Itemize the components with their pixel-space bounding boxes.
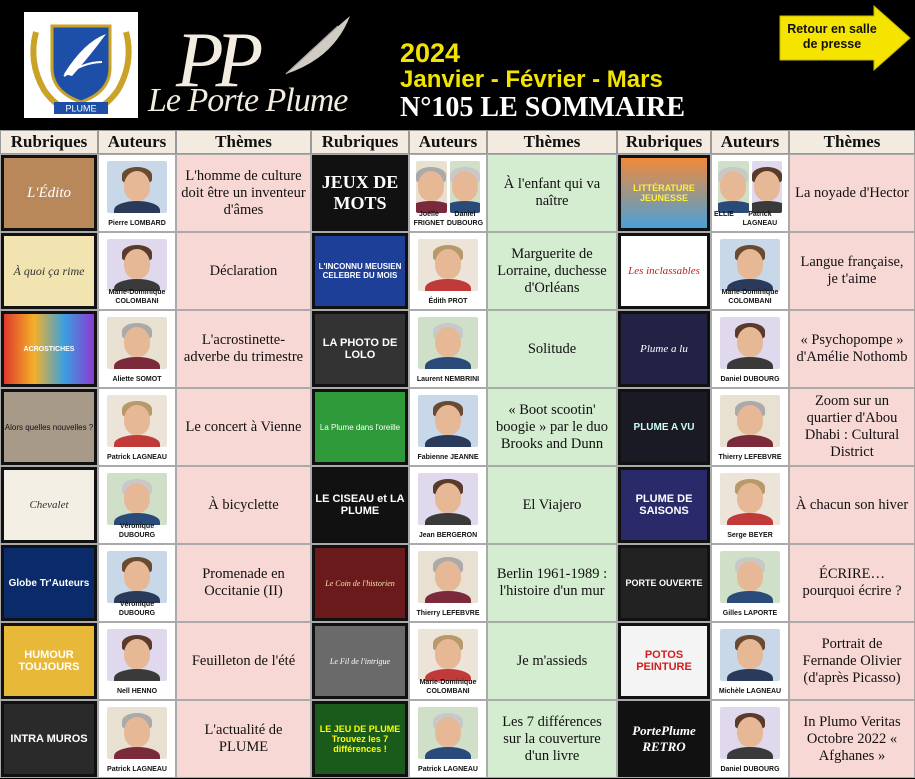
author-name: Aliette SOMOT bbox=[112, 375, 162, 383]
author-name: Daniel DUBOURG bbox=[720, 765, 780, 773]
theme-cell[interactable]: Solitude bbox=[487, 310, 617, 388]
author-photo bbox=[720, 629, 780, 681]
author-cell bbox=[98, 388, 176, 466]
quill-icon bbox=[4, 236, 94, 306]
year: 2024 bbox=[400, 38, 461, 68]
theme-cell[interactable]: À chacun son hiver bbox=[789, 466, 915, 544]
rainbow-icon bbox=[4, 314, 94, 384]
author-name: Patrick LAGNEAU bbox=[418, 765, 478, 773]
brand-logo bbox=[148, 16, 388, 124]
author-cell bbox=[409, 544, 487, 622]
theme-cell[interactable]: L'homme de culture doit être un inventeur d'âmes bbox=[176, 154, 311, 232]
author-names bbox=[714, 766, 786, 775]
street-scene-icon bbox=[4, 392, 94, 462]
author-names bbox=[714, 376, 786, 385]
author-photo bbox=[720, 707, 780, 759]
rubrique-cell[interactable] bbox=[0, 154, 98, 232]
rubrique-label: À quoi ça rime bbox=[13, 263, 85, 278]
author-cell bbox=[711, 232, 789, 310]
author-cell bbox=[711, 544, 789, 622]
rubrique-cell[interactable] bbox=[617, 700, 711, 778]
return-to-press-room-button[interactable] bbox=[778, 4, 912, 72]
eye-icon bbox=[621, 392, 707, 462]
author-name: Daniel DUBOURG bbox=[446, 211, 484, 227]
rubrique-cell[interactable] bbox=[311, 544, 409, 622]
brand-initials: PP bbox=[176, 16, 256, 103]
theme-cell[interactable]: Promenade en Occitanie (II) bbox=[176, 544, 311, 622]
author-photo bbox=[107, 395, 167, 447]
rubrique-label: Les inclassables bbox=[628, 265, 700, 277]
rubrique-cell[interactable] bbox=[0, 388, 98, 466]
rubrique-label: L'Édito bbox=[26, 184, 72, 201]
rubrique-cell[interactable] bbox=[617, 466, 711, 544]
open-door-icon bbox=[621, 548, 707, 618]
author-cell bbox=[98, 466, 176, 544]
theme-cell[interactable]: L'acrostinette-adverbe du trimestre bbox=[176, 310, 311, 388]
rubrique-cell[interactable] bbox=[311, 388, 409, 466]
author-name: Nell HENNO bbox=[116, 687, 158, 695]
column-header-auteurs: Auteurs bbox=[409, 130, 487, 154]
theme-cell[interactable]: Je m'assieds bbox=[487, 622, 617, 700]
easel-icon bbox=[4, 470, 94, 540]
author-name: Édith PROT bbox=[428, 297, 468, 305]
theme-cell[interactable]: Portrait de Fernande Olivier (d'après Picasso) bbox=[789, 622, 915, 700]
street-sign-icon bbox=[315, 236, 405, 306]
author-photo bbox=[418, 395, 478, 447]
author-photo bbox=[107, 473, 167, 525]
author-name: Michèle LAGNEAU bbox=[718, 687, 782, 695]
author-names bbox=[101, 376, 173, 385]
author-cell bbox=[98, 310, 176, 388]
author-names bbox=[101, 601, 173, 618]
author-cell bbox=[711, 388, 789, 466]
author-name: Marie-Dominique COLOMBANI bbox=[419, 679, 477, 695]
rubrique-label: POTOS PEINTURE bbox=[636, 649, 692, 673]
rubrique-label: Le Fil de l'intrigue bbox=[329, 656, 391, 666]
globe-icon bbox=[4, 548, 94, 618]
author-names bbox=[714, 688, 786, 697]
author-names bbox=[714, 211, 786, 228]
author-photo bbox=[107, 551, 167, 603]
author-name: Véronique DUBOURG bbox=[118, 523, 156, 539]
rubrique-cell[interactable] bbox=[311, 310, 409, 388]
author-names bbox=[101, 523, 173, 540]
rubrique-cell[interactable] bbox=[0, 310, 98, 388]
theme-cell[interactable]: « Boot scootin' boogie » par le duo Brooks and Dunn bbox=[487, 388, 617, 466]
column-header-rubriques: Rubriques bbox=[0, 130, 98, 154]
svg-text:PLUME: PLUME bbox=[65, 103, 97, 114]
author-photo bbox=[720, 239, 780, 291]
author-name: Patrick LAGNEAU bbox=[107, 453, 167, 461]
header bbox=[0, 0, 915, 128]
author-cell bbox=[98, 232, 176, 310]
author-cell bbox=[409, 700, 487, 778]
author-names bbox=[412, 679, 484, 696]
author-name: Marie-Dominique COLOMBANI bbox=[721, 289, 779, 305]
theme-cell[interactable]: Zoom sur un quartier d'Abou Dhabi : Cultural District bbox=[789, 388, 915, 466]
author-photo bbox=[418, 473, 478, 525]
youth-literature-icon bbox=[621, 158, 707, 228]
return-label: Retour en salle de presse bbox=[787, 22, 877, 51]
question-mark-icon bbox=[621, 236, 707, 306]
author-photo bbox=[107, 629, 167, 681]
theme-cell[interactable]: « Psychopompe » d'Amélie Nothomb bbox=[789, 310, 915, 388]
rubrique-cell[interactable] bbox=[617, 310, 711, 388]
column-header-thèmes: Thèmes bbox=[176, 130, 311, 154]
laughing-face-icon bbox=[4, 626, 94, 696]
rubrique-cell[interactable] bbox=[311, 700, 409, 778]
author-cell bbox=[711, 622, 789, 700]
rubrique-cell[interactable] bbox=[617, 154, 711, 232]
author-names bbox=[412, 454, 484, 463]
rubrique-cell[interactable] bbox=[0, 700, 98, 778]
author-names bbox=[412, 610, 484, 619]
retro-icon bbox=[621, 704, 707, 774]
wooden-door-icon bbox=[315, 626, 405, 696]
rubrique-cell[interactable] bbox=[617, 622, 711, 700]
theme-cell[interactable]: Les 7 différences sur la couverture d'un livre bbox=[487, 700, 617, 778]
rubrique-label: Globe Tr'Auteurs bbox=[8, 577, 90, 589]
rubrique-label: Le Coin de l'historien bbox=[325, 578, 395, 588]
rubrique-label: PLUME A VU bbox=[633, 421, 695, 433]
plume-logo bbox=[24, 12, 138, 118]
author-photo bbox=[418, 707, 478, 759]
author-names bbox=[101, 766, 173, 775]
author-names bbox=[412, 532, 484, 541]
author-cell bbox=[409, 622, 487, 700]
ear-icon bbox=[315, 392, 405, 462]
rubrique-label: L'INCONNU MEUSIEN CELEBRE DU MOIS bbox=[318, 262, 402, 280]
rubrique-label: LE JEU DE PLUME Trouvez les 7 différences ! bbox=[319, 724, 401, 754]
author-cell bbox=[409, 388, 487, 466]
rubrique-label: LA PHOTO DE LOLO bbox=[322, 337, 398, 361]
column-header-thèmes: Thèmes bbox=[789, 130, 915, 154]
column-header-thèmes: Thèmes bbox=[487, 130, 617, 154]
column-header-rubriques: Rubriques bbox=[311, 130, 409, 154]
author-photo bbox=[418, 239, 478, 291]
rubrique-label: JEUX DE MOTS bbox=[321, 172, 399, 213]
feather-icon bbox=[278, 12, 358, 82]
rubrique-cell[interactable] bbox=[311, 154, 409, 232]
author-photo bbox=[416, 161, 447, 213]
author-name: Serge BEYER bbox=[727, 531, 773, 539]
author-photo bbox=[752, 161, 783, 213]
theme-cell[interactable]: El Viajero bbox=[487, 466, 617, 544]
rubrique-cell[interactable] bbox=[617, 388, 711, 466]
author-names bbox=[412, 376, 484, 385]
theme-cell[interactable]: In Plumo Veritas Octobre 2022 « Afghanes » bbox=[789, 700, 915, 778]
rubrique-cell[interactable] bbox=[311, 466, 409, 544]
author-photo bbox=[720, 317, 780, 369]
author-names bbox=[714, 610, 786, 619]
theme-cell[interactable]: Le concert à Vienne bbox=[176, 388, 311, 466]
rubrique-cell[interactable] bbox=[0, 466, 98, 544]
scissors-icon bbox=[315, 470, 405, 540]
theme-cell[interactable]: Déclaration bbox=[176, 232, 311, 310]
author-cell bbox=[711, 310, 789, 388]
camera-lens-icon bbox=[315, 314, 405, 384]
author-photo bbox=[720, 395, 780, 447]
rubrique-label: LE CISEAU et LA PLUME bbox=[315, 493, 405, 517]
author-photo bbox=[450, 161, 481, 213]
rubrique-label: PLUME DE SAISONS bbox=[635, 493, 693, 517]
author-photo bbox=[107, 161, 167, 213]
author-names bbox=[101, 289, 173, 306]
rubrique-label: Plume a lu bbox=[640, 343, 688, 355]
rubrique-label: PortePlume RETRO bbox=[632, 723, 696, 754]
author-names bbox=[101, 454, 173, 463]
issue-title: N°105 LE SOMMAIRE bbox=[400, 92, 685, 123]
author-cell bbox=[711, 154, 789, 232]
author-names bbox=[714, 289, 786, 306]
author-names bbox=[101, 220, 173, 229]
theme-cell[interactable]: ÉCRIRE… pourquoi écrire ? bbox=[789, 544, 915, 622]
author-name: Fabienne JEANNE bbox=[417, 453, 479, 461]
rubrique-cell[interactable] bbox=[311, 232, 409, 310]
coat-of-arms-icon bbox=[24, 12, 138, 118]
theme-cell[interactable]: À l'enfant qui va naître bbox=[487, 154, 617, 232]
author-name: Thierry LEFEBVRE bbox=[416, 609, 480, 617]
rubrique-cell[interactable] bbox=[0, 232, 98, 310]
rubrique-cell[interactable] bbox=[617, 232, 711, 310]
author-names bbox=[714, 454, 786, 463]
author-cell bbox=[409, 154, 487, 232]
author-cell bbox=[409, 466, 487, 544]
column-header-rubriques: Rubriques bbox=[617, 130, 711, 154]
column-header-auteurs: Auteurs bbox=[711, 130, 789, 154]
author-names bbox=[412, 766, 484, 775]
author-name: Gilles LAPORTE bbox=[722, 609, 778, 617]
rubrique-label: Alors quelles nouvelles ? bbox=[4, 422, 94, 432]
rubrique-label: La Plume dans l'oreille bbox=[319, 422, 401, 432]
paint-pots-icon bbox=[621, 626, 707, 696]
column-header-auteurs: Auteurs bbox=[98, 130, 176, 154]
rubrique-cell[interactable] bbox=[0, 622, 98, 700]
history-book-icon bbox=[315, 548, 405, 618]
rubrique-label: Chevalet bbox=[29, 499, 69, 511]
rubrique-label: PORTE OUVERTE bbox=[625, 578, 703, 588]
brand-name: Le Porte Plume bbox=[148, 82, 348, 119]
game-icon bbox=[315, 704, 405, 774]
author-name: Véronique DUBOURG bbox=[118, 601, 156, 617]
author-photo bbox=[107, 239, 167, 291]
author-photo bbox=[107, 707, 167, 759]
author-names bbox=[412, 211, 484, 228]
author-photo bbox=[418, 317, 478, 369]
author-name: Marie-Dominique COLOMBANI bbox=[108, 289, 166, 305]
author-names bbox=[412, 298, 484, 307]
author-name: Daniel DUBOURG bbox=[720, 375, 780, 383]
author-name: Jean BERGERON bbox=[418, 531, 478, 539]
author-cell bbox=[711, 700, 789, 778]
author-names bbox=[714, 532, 786, 541]
author-cell bbox=[98, 544, 176, 622]
theme-cell[interactable]: Berlin 1961-1989 : l'histoire d'un mur bbox=[487, 544, 617, 622]
author-cell bbox=[98, 154, 176, 232]
rubrique-cell[interactable] bbox=[311, 622, 409, 700]
author-cell bbox=[409, 232, 487, 310]
author-cell bbox=[98, 622, 176, 700]
author-name: Patrick LAGNEAU bbox=[107, 765, 167, 773]
theme-cell[interactable]: Marguerite de Lorraine, duchesse d'Orléans bbox=[487, 232, 617, 310]
author-name: Patrick LAGNEAU bbox=[742, 211, 778, 227]
seasons-tree-icon bbox=[621, 470, 707, 540]
edito-icon bbox=[4, 158, 94, 228]
author-photo bbox=[720, 551, 780, 603]
author-photo bbox=[418, 551, 478, 603]
theme-cell[interactable]: Feuilleton de l'été bbox=[176, 622, 311, 700]
author-name: Pierre LOMBARD bbox=[108, 219, 166, 227]
author-photo bbox=[720, 473, 780, 525]
author-photo bbox=[718, 161, 749, 213]
theme-cell[interactable]: À bicyclette bbox=[176, 466, 311, 544]
author-name: ELLIE bbox=[714, 211, 734, 218]
author-cell bbox=[711, 466, 789, 544]
author-photo bbox=[418, 629, 478, 681]
months: Janvier - Février - Mars bbox=[400, 66, 663, 93]
rubrique-label: INTRA MUROS bbox=[10, 733, 88, 745]
rubrique-cell[interactable] bbox=[617, 544, 711, 622]
rubrique-label: ACROSTICHES bbox=[23, 345, 75, 353]
theme-cell[interactable]: L'actualité de PLUME bbox=[176, 700, 311, 778]
rubrique-label: HUMOUR TOUJOURS bbox=[18, 649, 80, 673]
author-name: Joëlle FRIGNET bbox=[413, 211, 445, 227]
theme-cell[interactable]: Langue française, je t'aime bbox=[789, 232, 915, 310]
author-cell bbox=[409, 310, 487, 388]
rubrique-cell[interactable] bbox=[0, 544, 98, 622]
author-name: Laurent NEMBRINI bbox=[416, 375, 480, 383]
author-name: Thierry LEFEBVRE bbox=[718, 453, 782, 461]
word-games-icon bbox=[315, 158, 405, 228]
theme-cell[interactable]: La noyade d'Hector bbox=[789, 154, 915, 232]
rubrique-label: LITTÉRATURE JEUNESSE bbox=[633, 183, 695, 203]
author-names bbox=[101, 688, 173, 697]
window-icon bbox=[4, 704, 94, 774]
author-photo bbox=[107, 317, 167, 369]
book-reader-icon bbox=[621, 314, 707, 384]
author-cell bbox=[98, 700, 176, 778]
